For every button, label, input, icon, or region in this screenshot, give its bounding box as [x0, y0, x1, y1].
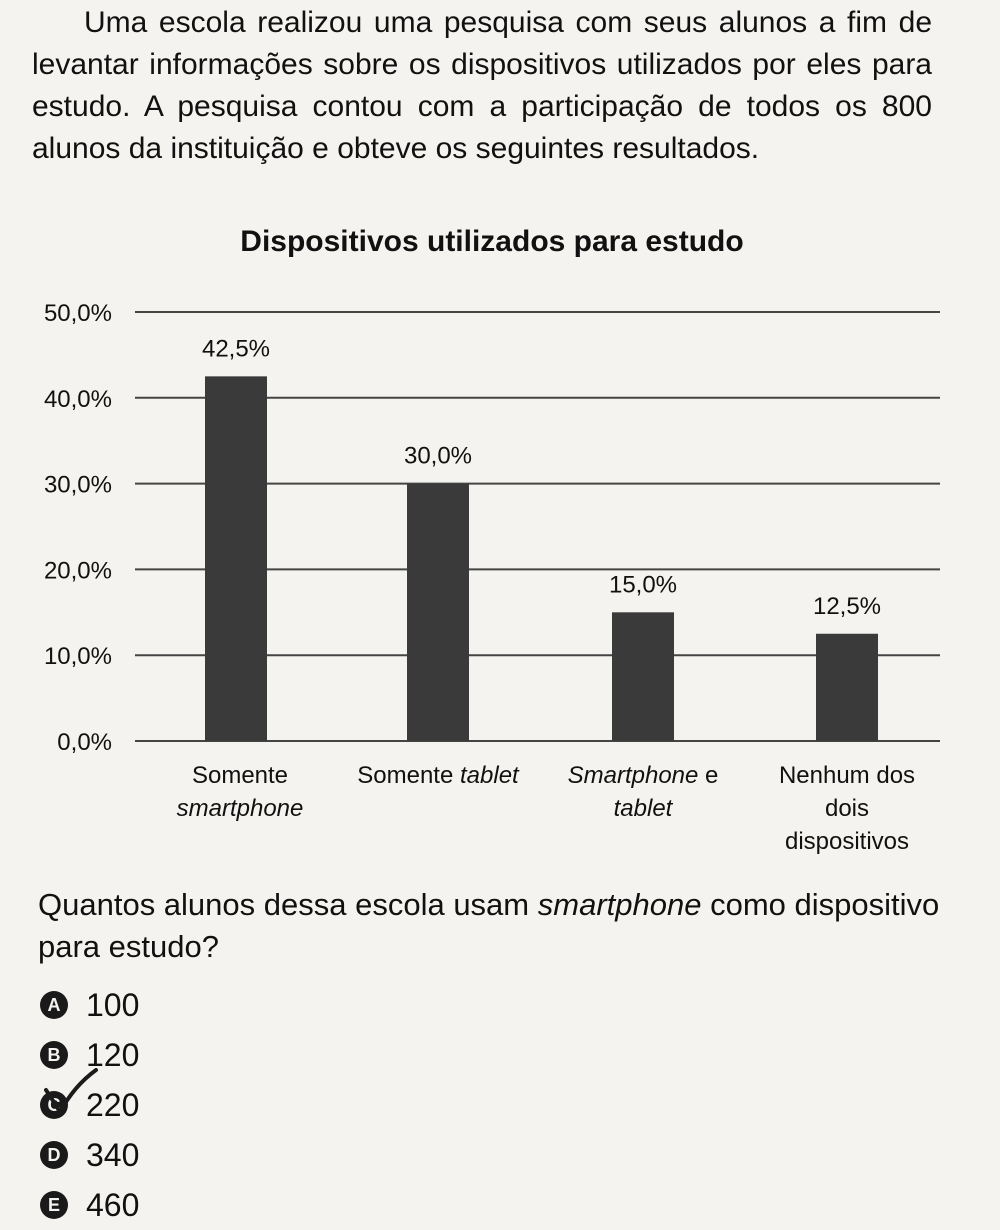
option-b-value: 120	[86, 1036, 140, 1073]
bar	[816, 634, 878, 741]
bar	[612, 612, 674, 741]
x-tick-label: dispositivos	[784, 828, 910, 855]
option-a[interactable]	[40, 980, 139, 1030]
y-tick-label: 40,0%	[43, 385, 112, 413]
intro-paragraph: Uma escola realizou uma pesquisa com seus alunos a fim de levantar informações sobre os dispositivos utilizados por eles para estudo. A pesquisa contou com a participação de todos os 800 alunos da instituição e obteve os seguintes resultados.	[32, 6, 932, 165]
option-letter-e-badge: E	[40, 1191, 68, 1219]
y-tick-label: 30,0%	[43, 471, 112, 499]
option-c-value: 220	[86, 1086, 140, 1123]
answer-options	[40, 980, 139, 1230]
option-d[interactable]	[40, 1130, 139, 1180]
x-tick-label: dois	[824, 795, 870, 822]
x-tick-label: tablet	[613, 795, 673, 822]
option-letter-a-badge: A	[40, 991, 68, 1019]
x-tick-label: Somente tablet	[357, 762, 519, 789]
chart-title: Dispositivos utilizados para estudo	[240, 225, 744, 258]
x-tick-label: smartphone	[176, 795, 304, 822]
y-tick-label: 10,0%	[43, 643, 112, 671]
bar-value-label: 30,0%	[403, 442, 473, 470]
question-part-emphasis: smartphone	[537, 887, 702, 922]
y-tick-label: 0,0%	[57, 729, 112, 756]
bar	[407, 484, 469, 741]
option-letter-c-badge: C	[40, 1091, 68, 1119]
option-letter-b-badge: B	[40, 1041, 68, 1069]
option-a-value: 100	[86, 986, 140, 1023]
question-text	[38, 884, 958, 968]
option-d-value: 340	[86, 1136, 140, 1173]
option-b[interactable]	[40, 1030, 139, 1080]
x-tick-label: Smartphone e	[567, 762, 719, 789]
bar	[205, 376, 267, 741]
bar-value-label: 15,0%	[608, 571, 678, 599]
question-part-2: como dispositivo para estudo?	[38, 887, 940, 964]
bar-value-label: 12,5%	[812, 592, 882, 620]
x-tick-label: Nenhum dos	[778, 762, 916, 789]
option-c[interactable]	[40, 1080, 139, 1130]
y-tick-label: 20,0%	[43, 557, 112, 585]
option-letter-d-badge: D	[40, 1141, 68, 1169]
x-tick-label: Somente	[191, 762, 289, 789]
y-tick-label: 50,0%	[43, 300, 112, 327]
option-e-value: 460	[86, 1186, 140, 1223]
question-part-1: Quantos alunos dessa escola usam	[38, 887, 538, 922]
bar-value-label: 42,5%	[201, 335, 271, 363]
bar-chart	[0, 215, 1000, 865]
option-e[interactable]	[40, 1180, 139, 1230]
